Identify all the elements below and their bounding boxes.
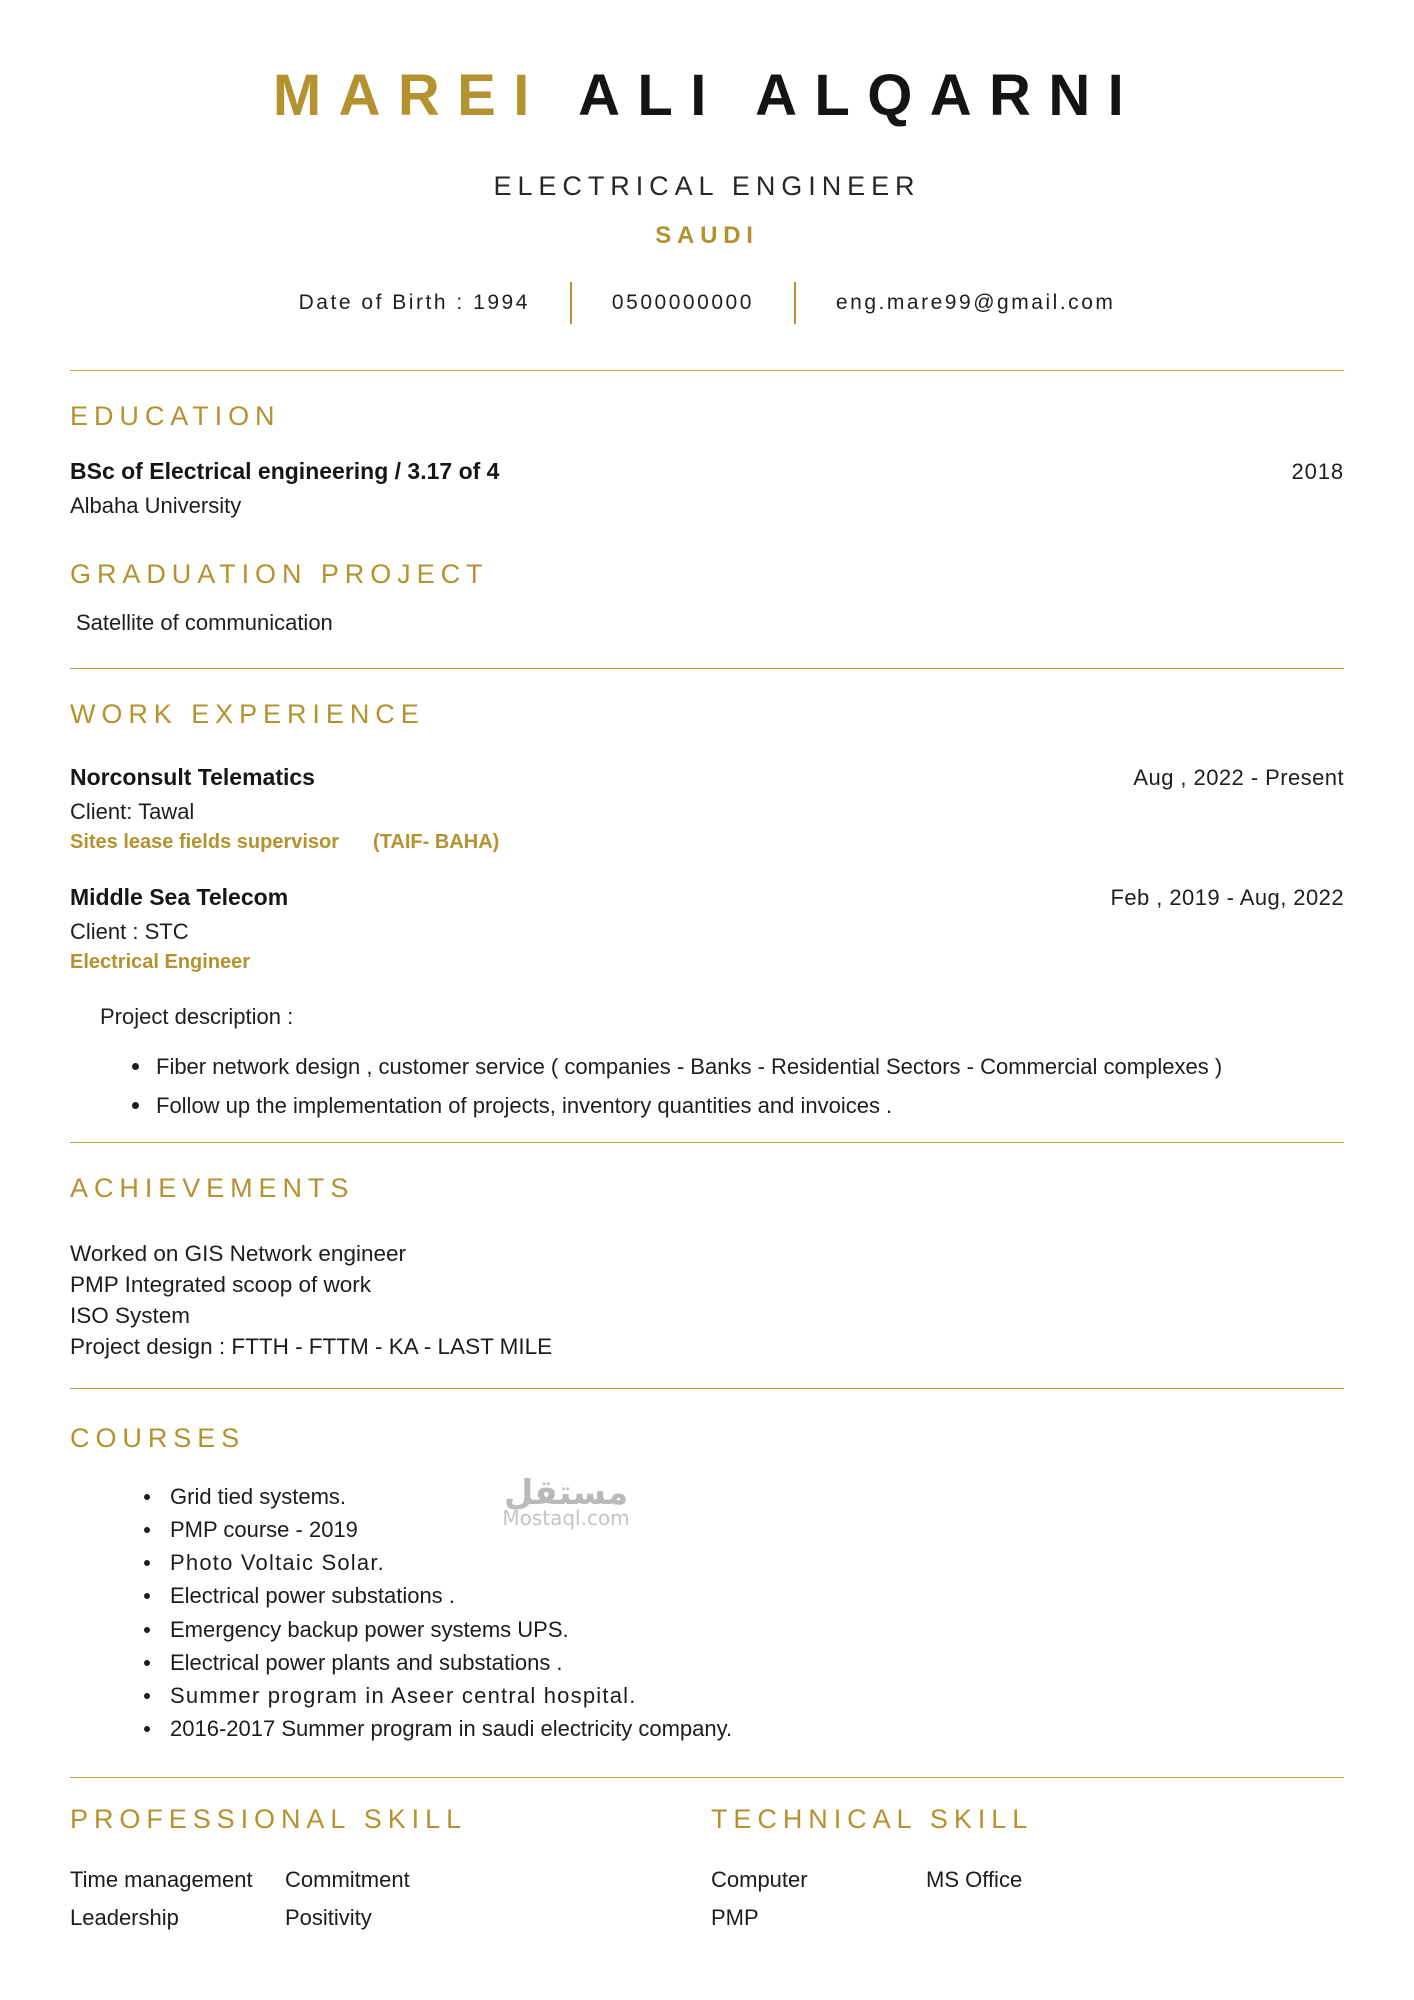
education-entry bbox=[70, 458, 1344, 485]
work-experience-heading: WORK EXPERIENCE bbox=[70, 699, 425, 729]
achievement-item: Project design : FTTH - FTTM - KA - LAST MILE bbox=[70, 1334, 553, 1360]
course-item: 2016-2017 Summer program in saudi electricity company. bbox=[170, 1716, 1344, 1741]
technical-skill-heading: TECHNICAL SKILL bbox=[711, 1803, 1034, 1834]
work-bullet: Fiber network design , customer service ( companies - Banks - Residential Sectors - Commercial complexes ) bbox=[156, 1052, 1338, 1081]
technical-skill-grid bbox=[711, 1867, 1344, 1931]
nationality: SAUDI bbox=[655, 222, 759, 249]
section-divider bbox=[70, 668, 1344, 669]
contact-divider bbox=[570, 282, 572, 324]
courses-heading: COURSES bbox=[70, 1423, 246, 1454]
job-role bbox=[70, 831, 1344, 854]
last-name: ALI ALQARNI bbox=[578, 63, 1142, 128]
professional-skill-grid bbox=[70, 1867, 707, 1931]
skill-item: MS Office bbox=[926, 1866, 1023, 1892]
job-dates: Aug , 2022 - Present bbox=[1133, 765, 1344, 790]
project-description-label: Project description : bbox=[100, 1004, 294, 1029]
achievement-item: PMP Integrated scoop of work bbox=[70, 1272, 371, 1298]
graduation-year: 2018 bbox=[1291, 459, 1344, 484]
technical-skills bbox=[707, 1804, 1344, 1931]
skill-item: PMP bbox=[711, 1904, 759, 1930]
skill-item: Leadership bbox=[70, 1904, 179, 1930]
email-address: eng.mare99@gmail.com bbox=[835, 291, 1116, 314]
skill-item: Positivity bbox=[285, 1904, 372, 1930]
course-item: Photo Voltaic Solar. bbox=[170, 1550, 1344, 1575]
course-item: Summer program in Aseer central hospital. bbox=[170, 1683, 1344, 1708]
job-entry bbox=[70, 764, 1344, 854]
section-divider bbox=[70, 1388, 1344, 1389]
graduation-project-name: Satellite of communication bbox=[76, 610, 333, 635]
company-name: Norconsult Telematics bbox=[70, 764, 315, 790]
work-bullet-list bbox=[156, 1052, 1338, 1120]
contact-divider bbox=[794, 282, 796, 324]
job-role bbox=[70, 951, 1344, 974]
job-dates: Feb , 2019 - Aug, 2022 bbox=[1110, 885, 1344, 910]
job-header bbox=[70, 764, 1344, 791]
course-item: Electrical power substations . bbox=[170, 1583, 1344, 1608]
job-title: ELECTRICAL ENGINEER bbox=[493, 171, 921, 201]
course-item: Emergency backup power systems UPS. bbox=[170, 1617, 1344, 1642]
skills-section bbox=[70, 1804, 1344, 1931]
job-entry bbox=[70, 884, 1344, 974]
section-divider bbox=[70, 370, 1344, 371]
phone-number: 0500000000 bbox=[611, 291, 754, 314]
skill-item: Time management bbox=[70, 1866, 253, 1892]
course-item: Grid tied systems. bbox=[170, 1484, 1344, 1509]
education-heading: EDUCATION bbox=[70, 401, 281, 431]
client: Client: Tawal bbox=[70, 799, 195, 824]
course-item: PMP course - 2019 bbox=[170, 1517, 1344, 1542]
date-of-birth: Date of Birth : 1994 bbox=[298, 291, 530, 314]
section-divider bbox=[70, 1142, 1344, 1143]
university: Albaha University bbox=[70, 493, 242, 518]
professional-skill-heading: PROFESSIONAL SKILL bbox=[70, 1803, 468, 1834]
skill-item: Commitment bbox=[285, 1866, 410, 1892]
role-location: (TAIF- BAHA) bbox=[373, 831, 500, 853]
achievement-item: Worked on GIS Network engineer bbox=[70, 1241, 406, 1267]
skill-item: Computer bbox=[711, 1866, 808, 1892]
achievement-item: ISO System bbox=[70, 1303, 191, 1329]
work-bullet: Follow up the implementation of projects, inventory quantities and invoices . bbox=[156, 1091, 1338, 1120]
full-name bbox=[70, 62, 1344, 129]
contact-row bbox=[70, 282, 1344, 324]
graduation-project-heading: GRADUATION PROJECT bbox=[70, 559, 489, 589]
course-item: Electrical power plants and substations . bbox=[170, 1650, 1344, 1675]
professional-skills bbox=[70, 1804, 707, 1931]
company-name: Middle Sea Telecom bbox=[70, 884, 289, 910]
job-header bbox=[70, 884, 1344, 911]
section-divider bbox=[70, 1777, 1344, 1778]
watermark-arabic-text: مستقل bbox=[503, 1473, 629, 1513]
course-list bbox=[170, 1484, 1344, 1741]
role-title: Sites lease fields supervisor bbox=[70, 831, 340, 853]
first-name: MAREI bbox=[272, 63, 547, 128]
watermark-latin-text: Mostaql.com bbox=[502, 1506, 630, 1530]
degree: BSc of Electrical engineering / 3.17 of 4 bbox=[70, 458, 500, 484]
achievements-heading: ACHIEVEMENTS bbox=[70, 1173, 355, 1204]
role-title: Electrical Engineer bbox=[70, 951, 251, 973]
client: Client : STC bbox=[70, 919, 189, 944]
